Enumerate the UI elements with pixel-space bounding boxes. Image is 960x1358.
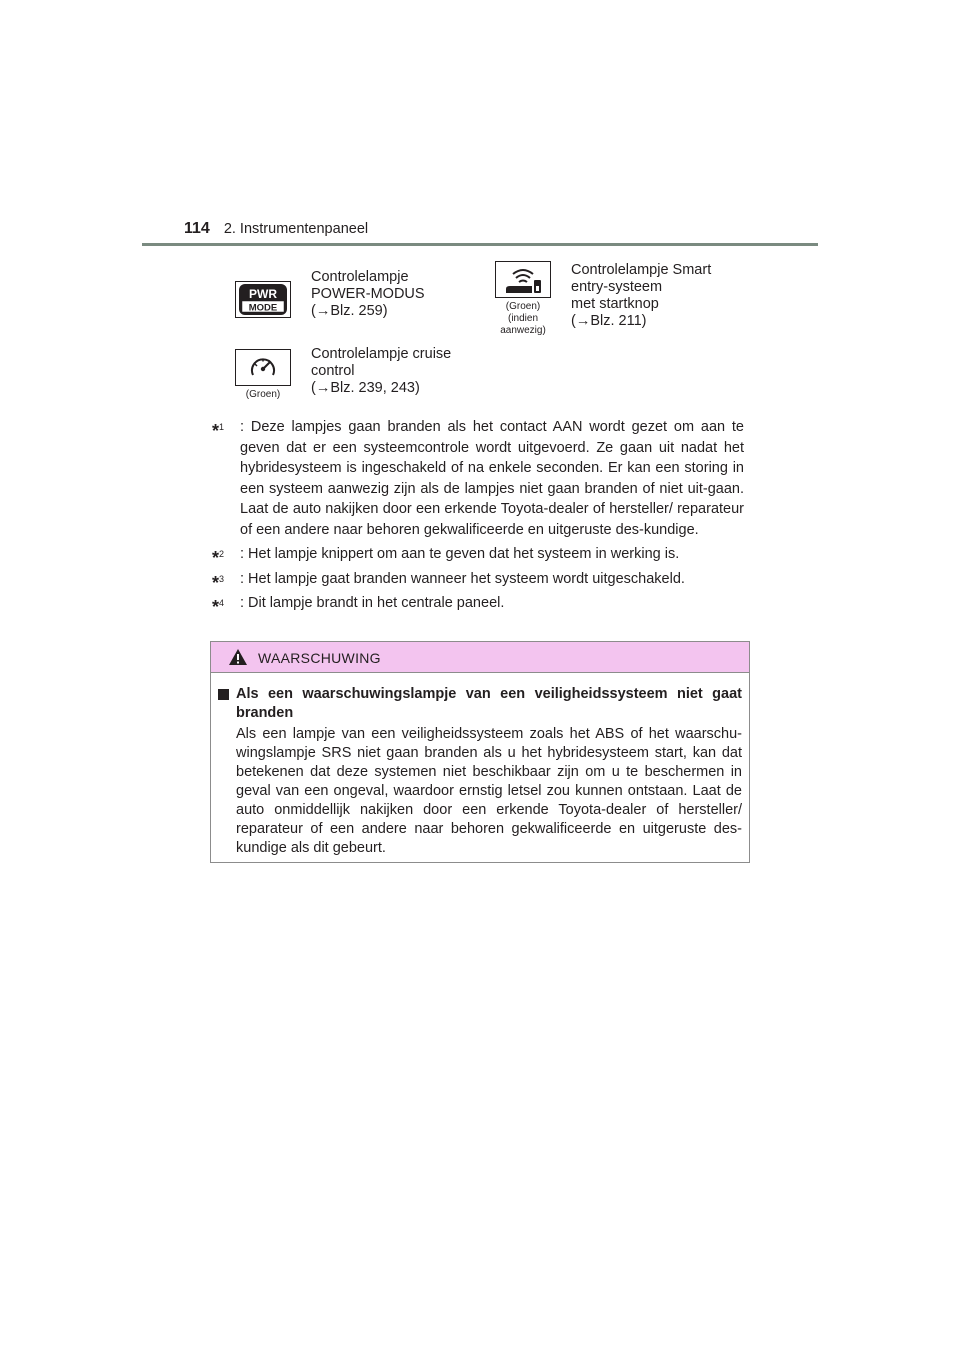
smart-key-caption bbox=[488, 301, 558, 337]
caption-line: (Groen) bbox=[245, 389, 281, 400]
footnote-text: : Het lampje gaat branden wanneer het systeem wordt uitgeschakeld. bbox=[240, 570, 685, 587]
footnote bbox=[212, 593, 744, 617]
warning-heading bbox=[218, 685, 742, 723]
warning-heading-text: Als een waarschuwingslampje van een veiligheidssysteem niet gaat branden bbox=[236, 686, 742, 721]
footnote-marker bbox=[212, 544, 224, 571]
footnote-number: 4 bbox=[219, 598, 225, 608]
indicator-line: Controlelampje Smart bbox=[571, 262, 712, 278]
warning-box bbox=[210, 641, 750, 863]
footnote bbox=[212, 417, 744, 540]
indicator-line: Controlelampje cruise bbox=[311, 346, 452, 362]
page-header bbox=[184, 220, 368, 238]
indicator-line: (→Blz. 239, 243) bbox=[311, 380, 420, 396]
footnote-text: : Het lampje knippert om aan te geven dat het systeem in werking is. bbox=[240, 546, 680, 562]
caption-line: aanwezig) bbox=[500, 325, 546, 336]
footnote-number: 2 bbox=[219, 549, 225, 559]
footnote bbox=[212, 544, 744, 568]
footnote-star: * bbox=[212, 572, 220, 593]
footnote-star: * bbox=[212, 597, 220, 617]
section-title: 2. Instrumentenpaneel bbox=[223, 221, 369, 237]
footnote-star: * bbox=[212, 548, 220, 568]
footnote-marker bbox=[212, 569, 224, 596]
smart-key-icon bbox=[495, 261, 551, 298]
footnote-star: * bbox=[212, 421, 220, 441]
page-number: 114 bbox=[184, 220, 210, 237]
indicator-line: met startknop bbox=[571, 296, 659, 312]
square-bullet-icon bbox=[218, 689, 229, 700]
cruise-control-icon bbox=[235, 349, 291, 386]
indicator-line: entry-systeem bbox=[571, 279, 663, 295]
footnote-number: 1 bbox=[219, 422, 225, 432]
warning-title: WAARSCHUWING bbox=[258, 650, 381, 666]
footnote-number: 3 bbox=[219, 573, 225, 584]
indicator-line: (→Blz. 259) bbox=[311, 303, 388, 319]
warning-triangle-icon bbox=[228, 648, 248, 666]
warning-text: Als een lampje van een veiligheidssysteem zoals het ABS of het waarschu-wingslampje SRS niet gaan branden als u het hybridesysteem start, kan dat betekenen dat deze systemen niet beschikbaar zijn om u te beschermen in geval van een ongeval, waardoor ernstig letsel zou kunnen ontstaan. Laat de auto onmiddellijk nakijken door een erkende Toyota-dealer of hersteller/ reparateur of een andere naar behoren gekwalificeerde en uitgeruste des-kundige als dit gebeurt. bbox=[236, 726, 742, 856]
indicator-pwr-mode-text bbox=[311, 269, 425, 320]
cruise-control-caption bbox=[228, 389, 298, 401]
footnote-text: : Deze lampjes gaan branden als het contact AAN wordt gezet om aan te geven dat er een systeemcontrole wordt uitgevoerd. Ze gaan uit nadat het hybridesysteem is ingeschakeld of na enkele seconden. Er kan een storing in een systeem aanwezig zijn als de lampjes niet gaan branden of niet uit-gaan. Laat de auto nakijken door een erkende Toyota-dealer of hersteller/ reparateur of een andere naar behoren gekwalificeerde en uitgeruste des-kundige. bbox=[240, 419, 744, 538]
warning-header bbox=[211, 642, 749, 673]
indicator-line: control bbox=[311, 363, 355, 379]
svg-text:PWR: PWR bbox=[249, 287, 277, 301]
svg-text:MODE: MODE bbox=[248, 302, 278, 314]
indicator-cruise-text bbox=[311, 346, 451, 397]
footnote-text: : Dit lampje brandt in het centrale paneel. bbox=[240, 595, 505, 611]
caption-line: (indien bbox=[507, 313, 539, 324]
header-rule bbox=[142, 243, 818, 246]
footnote-marker bbox=[212, 417, 224, 444]
caption-line: (Groen) bbox=[505, 301, 541, 312]
pwr-mode-icon bbox=[235, 281, 291, 318]
footnotes bbox=[212, 417, 744, 618]
footnote-marker bbox=[212, 593, 224, 620]
indicator-line: POWER-MODUS bbox=[311, 286, 425, 302]
warning-body bbox=[211, 673, 749, 858]
indicator-line: (→Blz. 211) bbox=[571, 313, 647, 329]
indicator-smart-key-text bbox=[571, 262, 711, 330]
footnote bbox=[212, 569, 744, 593]
indicator-line: Controlelampje bbox=[311, 269, 409, 285]
